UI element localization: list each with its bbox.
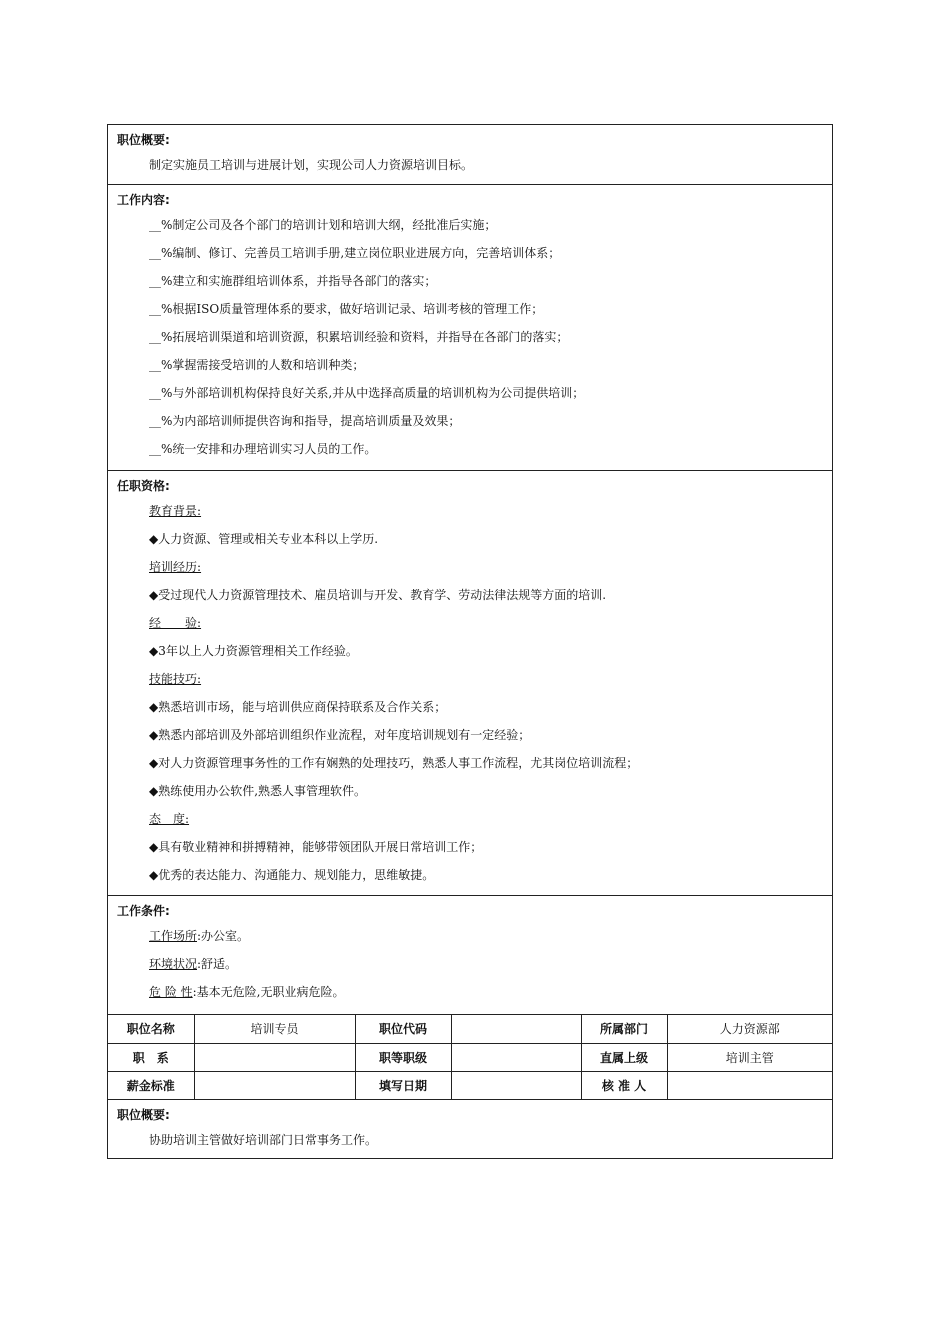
fill-date-label: 填写日期 [355, 1071, 451, 1099]
table-row [108, 1015, 832, 1043]
position-name-value: 培训专员 [194, 1015, 355, 1043]
job-series-label: 职 系 [108, 1043, 194, 1071]
duty-item: __%拓展培训渠道和培训资源，积累培训经验和资料，并指导在各部门的落实； [149, 330, 569, 344]
duty-item: __%制定公司及各个部门的培训计划和培训大纲，经批准后实施； [149, 218, 497, 232]
overview-title: 职位概要: [117, 133, 170, 147]
duty-item: __%建立和实施群组培训体系，并指导各部门的落实； [149, 274, 437, 288]
training-label: 培训经历: [149, 560, 202, 574]
approver-value [667, 1071, 832, 1099]
duty-item: __%与外部培训机构保持良好关系,并从中选择高质量的培训机构为公司提供培训； [149, 386, 585, 400]
attitude-label: 态 度: [149, 812, 190, 826]
place-value: :办公室。 [197, 929, 250, 943]
overview2-section [108, 1100, 832, 1158]
attitude-item: ◆优秀的表达能力、沟通能力、规划能力，思维敏捷。 [149, 868, 435, 882]
environment-value: :舒适。 [197, 957, 238, 971]
supervisor-label: 直属上级 [581, 1043, 667, 1071]
experience-label: 经 验: [149, 616, 202, 630]
job-grade-label: 职等职级 [355, 1043, 451, 1071]
info-table [108, 1015, 832, 1099]
salary-value [194, 1071, 355, 1099]
education-label: 教育背景: [149, 504, 202, 518]
job-description-sheet [107, 124, 833, 1159]
skill-item: ◆对人力资源管理事务性的工作有娴熟的处理技巧，熟悉人事工作流程，尤其岗位培训流程； [149, 756, 639, 770]
duty-item: __%统一安排和办理培训实习人员的工作。 [149, 442, 377, 456]
condition-environment [117, 955, 823, 973]
job-series-value [194, 1043, 355, 1071]
duties-title: 工作内容: [117, 193, 170, 207]
conditions-title: 工作条件: [117, 904, 170, 918]
info-table-wrap [108, 1015, 832, 1100]
duty-item: __%掌握需接受培训的人数和培训种类； [149, 358, 365, 372]
position-name-label: 职位名称 [108, 1015, 194, 1043]
position-code-value [451, 1015, 581, 1043]
qualifications-section [108, 471, 832, 896]
overview2-text: 协助培训主管做好培训部门日常事务工作。 [149, 1133, 378, 1147]
overview-section [108, 125, 832, 185]
education-text: ◆人力资源、管理或相关专业本科以上学历. [149, 532, 379, 546]
skill-item: ◆熟悉内部培训及外部培训组织作业流程，对年度培训规划有一定经验； [149, 728, 531, 742]
approver-label: 核 准 人 [581, 1071, 667, 1099]
risk-value: :基本无危险,无职业病危险。 [192, 985, 345, 999]
table-row [108, 1043, 832, 1071]
condition-risk [117, 983, 823, 1001]
risk-label: 危 险 性 [149, 985, 193, 999]
overview2-title: 职位概要: [117, 1108, 170, 1122]
training-text: ◆受过现代人力资源管理技术、雇员培训与开发、教育学、劳动法律法规等方面的培训. [149, 588, 607, 602]
place-label: 工作场所 [149, 929, 198, 943]
duty-item: __%为内部培训师提供咨询和指导，提高培训质量及效果； [149, 414, 461, 428]
salary-label: 薪金标准 [108, 1071, 194, 1099]
position-code-label: 职位代码 [355, 1015, 451, 1043]
fill-date-value [451, 1071, 581, 1099]
qualifications-title: 任职资格: [117, 479, 170, 493]
attitude-item: ◆具有敬业精神和拼搏精神，能够带领团队开展日常培训工作； [149, 840, 483, 854]
experience-text: ◆3年以上人力资源管理相关工作经验。 [149, 644, 358, 658]
duty-item: __%根据ISO质量管理体系的要求，做好培训记录、培训考核的管理工作； [149, 302, 544, 316]
table-row [108, 1071, 832, 1099]
skill-item: ◆熟练使用办公软件,熟悉人事管理软件。 [149, 784, 367, 798]
duties-section [108, 185, 832, 471]
condition-place [117, 927, 823, 945]
department-label: 所属部门 [581, 1015, 667, 1043]
supervisor-value: 培训主管 [667, 1043, 832, 1071]
environment-label: 环境状况 [149, 957, 198, 971]
overview-text: 制定实施员工培训与进展计划，实现公司人力资源培训目标。 [149, 158, 474, 172]
department-value: 人力资源部 [667, 1015, 832, 1043]
skills-label: 技能技巧: [149, 672, 202, 686]
conditions-section [108, 896, 832, 1015]
skill-item: ◆熟悉培训市场，能与培训供应商保持联系及合作关系； [149, 700, 447, 714]
duty-item: __%编制、修订、完善员工培训手册,建立岗位职业进展方向，完善培训体系； [149, 246, 561, 260]
job-grade-value [451, 1043, 581, 1071]
